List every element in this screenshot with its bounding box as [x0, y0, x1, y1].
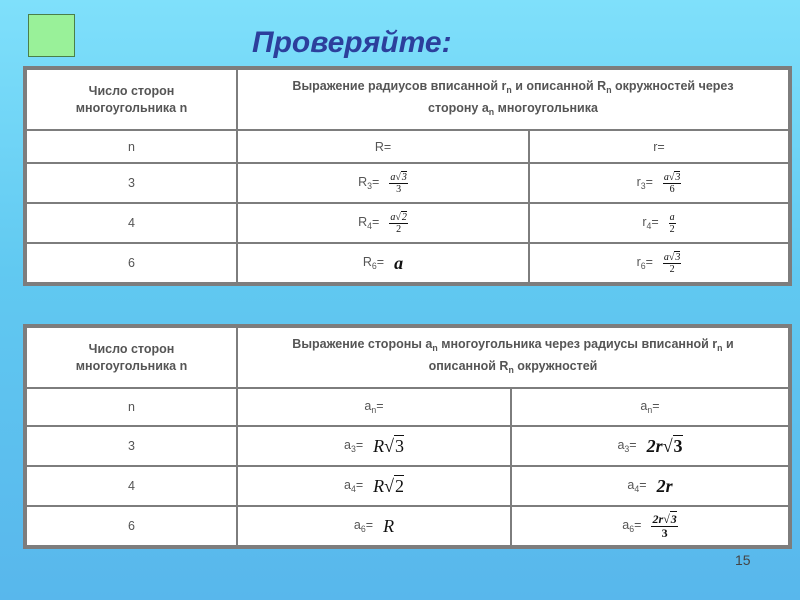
radii-table — [23, 66, 792, 286]
col-a-left: $a_n=$ — [238, 389, 510, 425]
sides-table-header-row — [27, 328, 788, 387]
col-R: R= — [238, 131, 528, 162]
R-cell — [238, 164, 528, 202]
radii-table-header-row — [27, 70, 788, 129]
table-row — [27, 164, 788, 202]
header-text: сторону a — [428, 100, 489, 115]
a-right-cell — [512, 467, 788, 505]
header-text: описанной R — [428, 358, 509, 373]
header-text: и — [722, 337, 734, 352]
header-sub: n — [508, 364, 514, 375]
R-label: $R_4=$ — [358, 214, 380, 232]
a-left-formula: R√3 — [373, 435, 405, 456]
header-side-expression — [238, 328, 788, 387]
n-value: 4 — [27, 467, 236, 505]
a-left-formula: R√2 — [373, 475, 405, 496]
a-right-formula: 2r — [656, 475, 673, 496]
a-left-cell — [238, 427, 510, 465]
a-label: $a_4=$ — [343, 477, 364, 495]
header-text: Выражение стороны a — [292, 337, 433, 352]
n-value: 4 — [27, 204, 236, 242]
header-sides-count — [27, 328, 236, 387]
a-left-cell — [238, 467, 510, 505]
header-text: многоугольника через радиусы вписанной r — [437, 337, 718, 352]
R-formula: $\frac{a√3}{3}$ — [390, 171, 407, 195]
table-row — [27, 507, 788, 545]
R-label: $R_6=$ — [362, 254, 385, 272]
r-cell — [530, 164, 788, 202]
header-text: окружностей — [513, 358, 598, 373]
n-value: 6 — [27, 507, 236, 545]
col-n: n — [27, 131, 236, 162]
sides-table-col-row — [27, 389, 788, 425]
r-label: $r_4=$ — [642, 214, 659, 232]
r-cell — [530, 244, 788, 282]
header-sub: n — [717, 343, 723, 354]
header-text: многоугольника n — [75, 358, 188, 373]
R-cell — [238, 204, 528, 242]
r-label: $r_6=$ — [636, 254, 653, 272]
header-sub: n — [606, 85, 612, 96]
r-label: $r_3=$ — [636, 174, 653, 192]
header-sides-count — [27, 70, 236, 129]
a-left-cell — [238, 507, 510, 545]
table-row — [27, 244, 788, 282]
table-row — [27, 204, 788, 242]
n-value: 3 — [27, 164, 236, 202]
header-text: многоугольника — [494, 100, 598, 115]
n-value: 6 — [27, 244, 236, 282]
a-label: $a_3=$ — [343, 437, 364, 455]
header-radii-expression — [238, 70, 788, 129]
a-right-formula: $\frac{2r√3}{3}$ — [652, 511, 677, 540]
table-row — [27, 467, 788, 505]
a-right-cell — [512, 427, 788, 465]
green-square-shape — [28, 14, 75, 57]
header-sub: n — [432, 343, 438, 354]
r-formula: $\frac{a√3}{6}$ — [663, 171, 681, 195]
radii-table-col-row — [27, 131, 788, 162]
slide-title: Проверяйте: — [252, 26, 452, 59]
r-formula: $\frac{a}{2}$ — [669, 211, 675, 235]
a-label: $a_6=$ — [353, 517, 374, 535]
r-cell — [530, 204, 788, 242]
a-label: $a_6=$ — [622, 517, 642, 535]
a-right-formula: 2r√3 — [646, 435, 683, 456]
header-text: Выражение радиусов вписанной r — [292, 79, 507, 94]
col-r: r= — [530, 131, 788, 162]
sides-table — [23, 324, 792, 549]
a-right-cell — [512, 507, 788, 545]
header-text: Число сторон — [88, 83, 175, 98]
R-cell — [238, 244, 528, 282]
a-label: $a_4=$ — [627, 477, 647, 495]
header-text: окружностей через — [611, 79, 734, 94]
R-label: $R_3=$ — [358, 174, 380, 192]
header-text: многоугольника n — [75, 100, 188, 115]
R-formula: $\frac{a√2}{2}$ — [390, 211, 407, 235]
header-sub: n — [488, 106, 495, 117]
a-label: $a_3=$ — [617, 437, 637, 455]
col-n: n — [27, 389, 236, 425]
r-formula: $\frac{a√3}{2}$ — [663, 251, 681, 275]
page-number: 15 — [735, 552, 751, 568]
col-a-right: $a_n=$ — [512, 389, 788, 425]
n-value: 3 — [27, 427, 236, 465]
header-sub: n — [506, 85, 512, 96]
header-text: Число сторон — [88, 341, 175, 356]
R-formula: a — [394, 252, 404, 273]
a-left-formula: R — [383, 515, 395, 536]
table-row — [27, 427, 788, 465]
header-text: и описанной R — [511, 79, 607, 94]
